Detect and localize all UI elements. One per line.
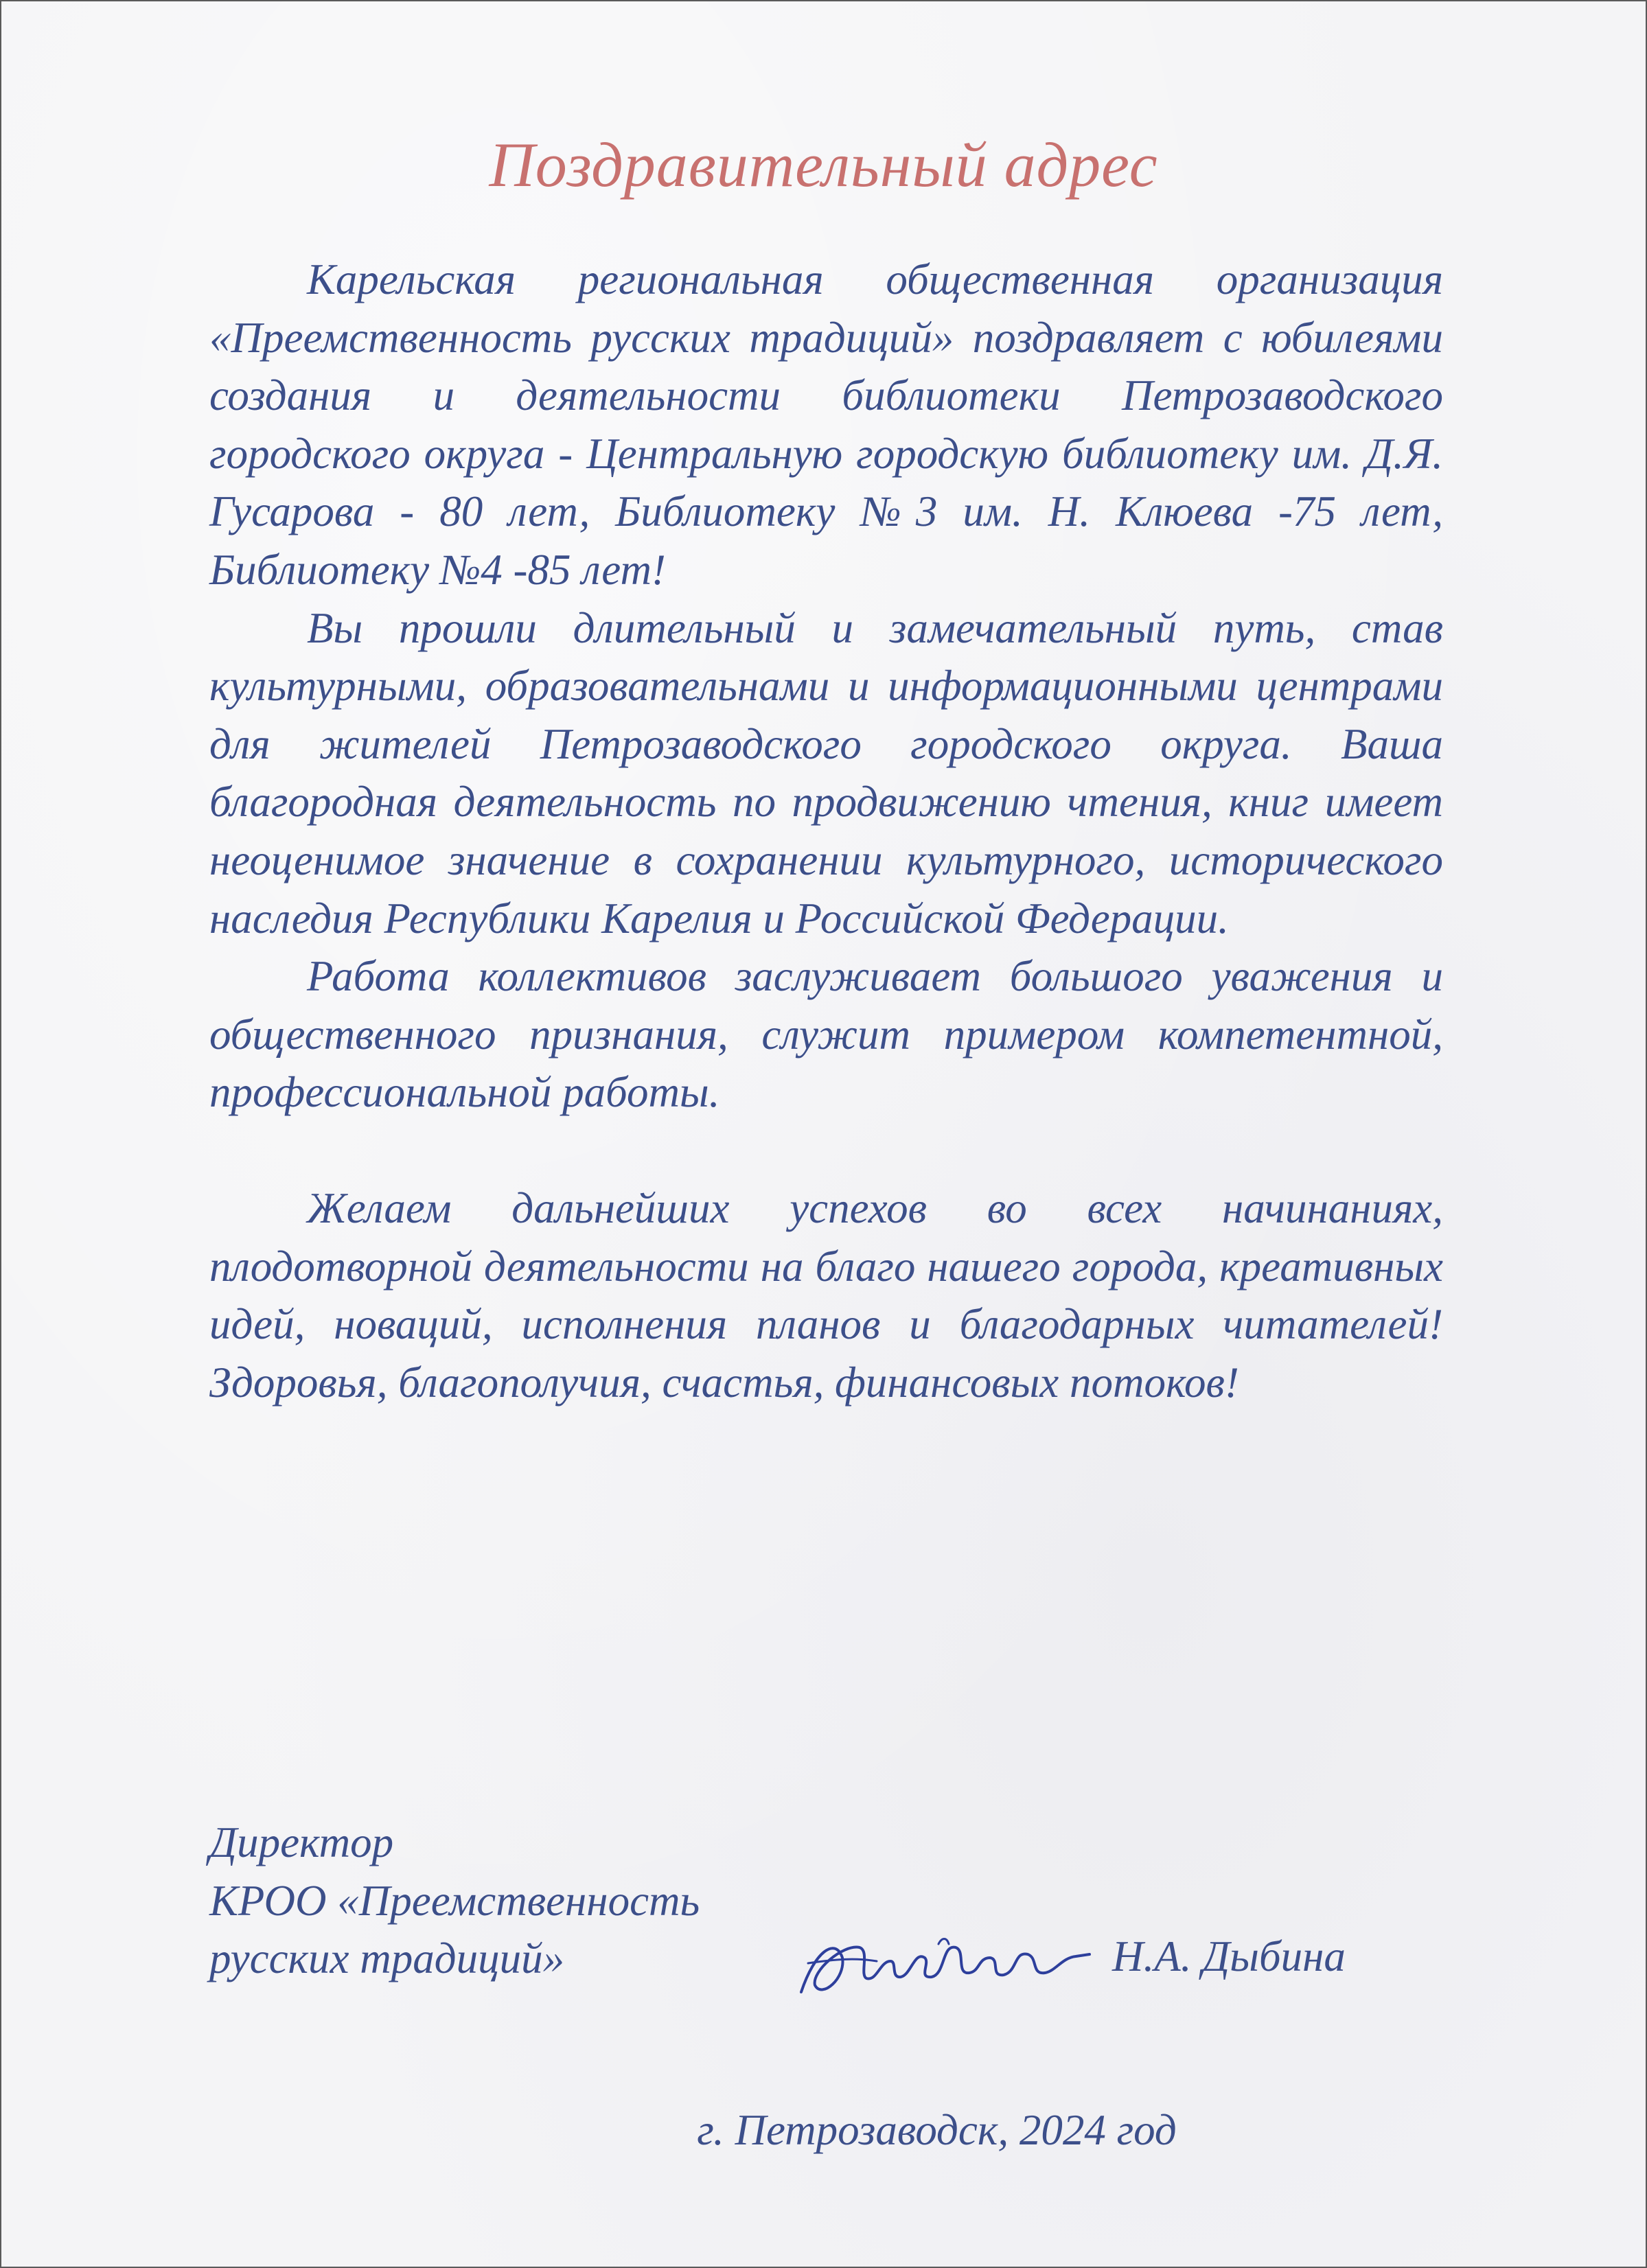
signer-organization-line1: КРОО «Преемственность: [209, 1876, 700, 1925]
paragraph-congratulation: Карельская региональная общественная организация «Преемственность русских традиций» поздравляет с юбилеями создания и деятельности библиотеки Петрозаводского городского округа - Центральную городскую библиотеку им. Д.Я. Гусарова - 80 лет, Библиотеку №3 им. Н. Клюева -75 лет, Библиотеку №4 -85 лет!: [209, 255, 1443, 594]
paragraph-wishes: Желаем дальнейших успехов во всех начинаниях, плодотворной деятельности на благо нашего города, креативных идей, новаций, исполнения планов и благодарных читателей! Здоровья, благополучия, счастья, финансовых потоков!: [209, 1183, 1443, 1407]
signer-position: Директор: [209, 1818, 394, 1866]
signer-organization-line2: русских традиций»: [209, 1934, 565, 1983]
handwritten-signature: [794, 1923, 1096, 2006]
signature-block: [209, 1814, 700, 1988]
paragraph-recognition: Работа коллективов заслуживает большого уважения и общественного признания, служит примером компетентной, профессиональной работы.: [209, 952, 1443, 1117]
document-title: Поздравительный адрес: [489, 130, 1158, 200]
place-and-date: г. Петрозаводск, 2024 год: [697, 2106, 1177, 2154]
paragraph-achievements: Вы прошли длительный и замечательный путь, став культурными, образовательнами и информационными центрами для жителей Петрозаводского городского округа. Ваша благородная деятельность по продвижению чтения, книг имеет неоценимое значение в сохранении культурного, исторического наследия Республики Карелия и Российской Федерации.: [209, 603, 1443, 942]
letter-body: [209, 251, 1443, 1411]
signer-name: Н.А. Дыбина: [1112, 1932, 1346, 1980]
